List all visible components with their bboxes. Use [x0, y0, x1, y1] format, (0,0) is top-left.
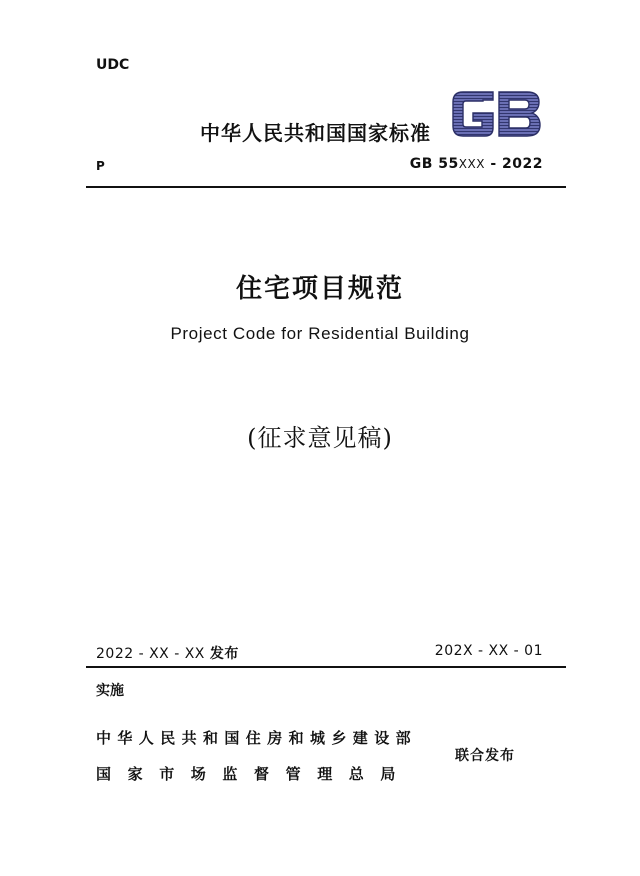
document-title-en: Project Code for Residential Building — [170, 324, 470, 343]
implement-date: 202X - XX - 01 — [434, 643, 543, 659]
gb-logo-icon — [449, 88, 543, 140]
issue-date-value: 2022 - XX - XX — [96, 646, 210, 662]
standard-number-placeholder: XXX — [458, 157, 485, 171]
classification-code: P — [96, 159, 105, 173]
issue-date — [96, 643, 239, 663]
issue-date-label: 发布 — [209, 646, 239, 662]
header-divider — [86, 186, 566, 188]
standard-type-title: 中华人民共和国国家标准 — [200, 121, 431, 145]
standard-number-year: - 2022 — [484, 156, 543, 172]
implement-label: 实施 — [96, 683, 124, 699]
standard-number — [410, 156, 543, 172]
footer-divider — [86, 666, 566, 668]
draft-label: (征求意见稿) — [247, 424, 393, 452]
udc-label: UDC — [96, 57, 130, 73]
issuer-ministry: 中华人民共和国住房和城乡建设部 — [96, 729, 418, 747]
document-title-cn: 住宅项目规范 — [235, 274, 404, 304]
joint-issue-label: 联合发布 — [455, 748, 515, 764]
standard-number-prefix: GB 55 — [409, 156, 459, 172]
issuer-administration: 国家市场监督管理总局 — [96, 765, 413, 783]
